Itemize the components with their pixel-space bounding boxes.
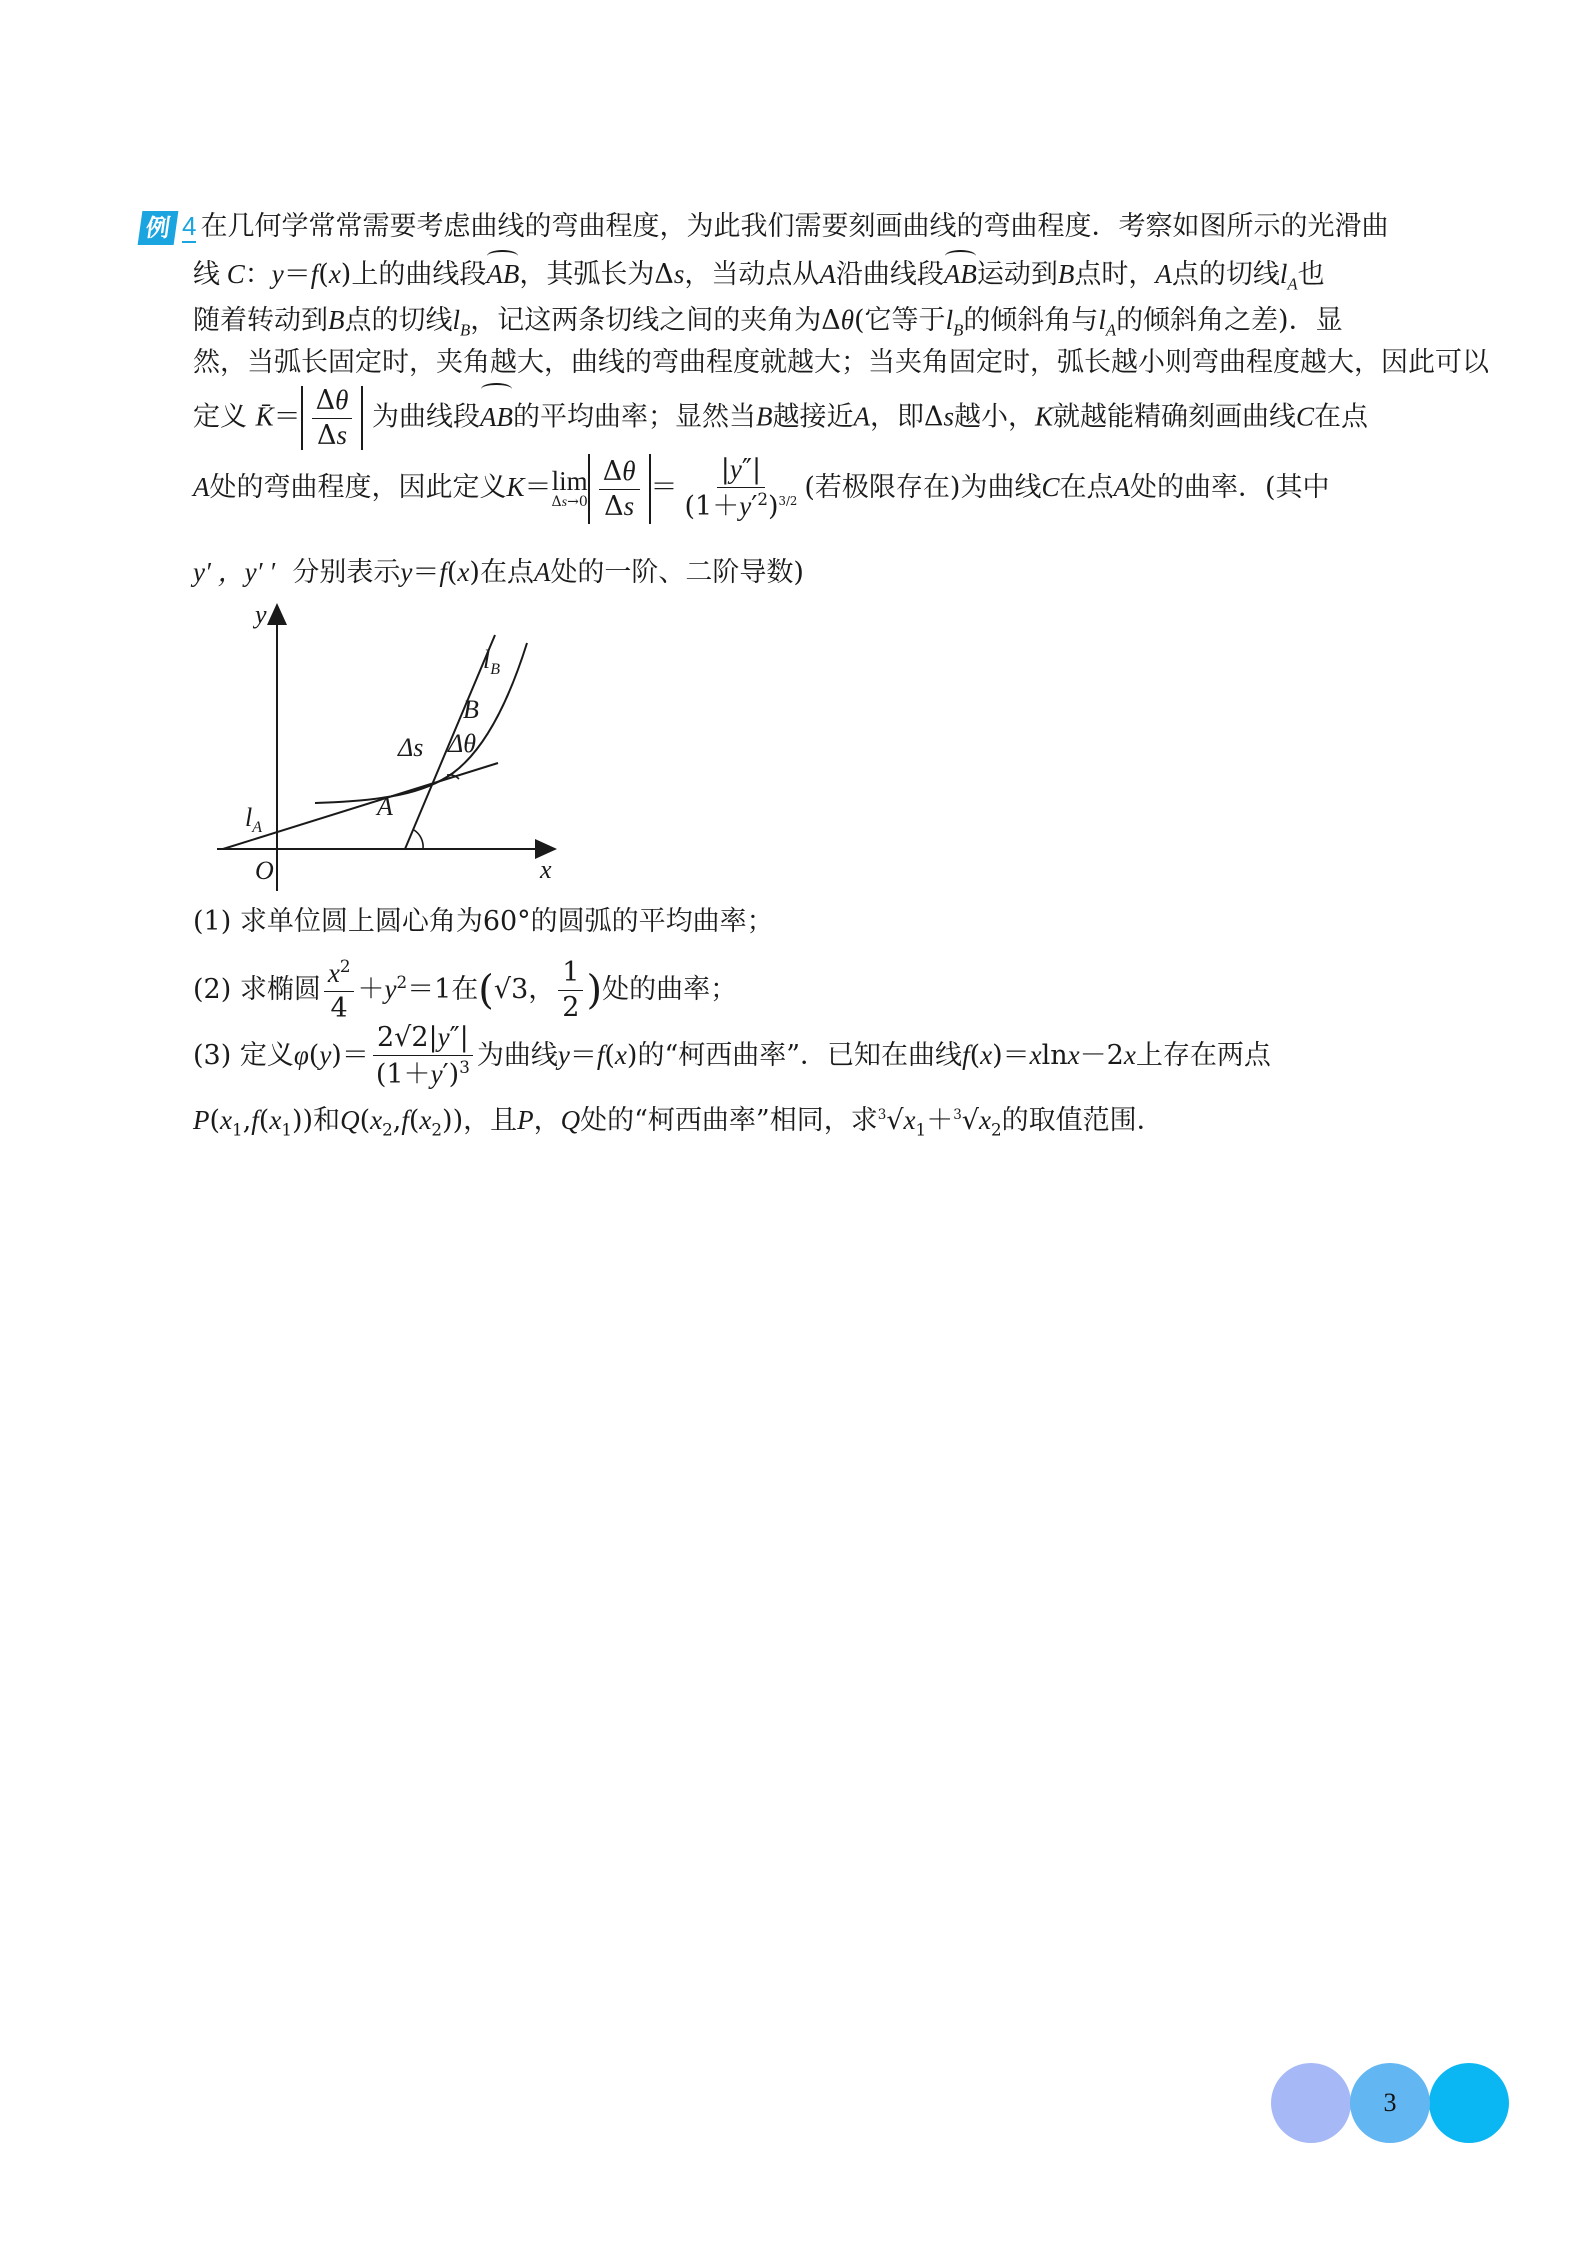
arc-ab: AB (944, 254, 977, 294)
text: 越接近 (772, 401, 854, 433)
cauchy-formula: $\frac{2√2|y''|}{(1+y')^3}$ (372, 1023, 474, 1089)
question-3-cont: $P(x_1,f(x_1))$和$Q(x_2,f(x_2))$，且P，Q处的“柯西曲率”相同，求$^3√x_1+^3√x_2$的取值范围． (193, 1105, 1164, 1140)
dot-right (1429, 2063, 1509, 2143)
text: 在几何学常常需要考虑曲线的弯曲程度，为此我们需要刻画曲线的弯曲程度．考察如图所示的光滑曲 (200, 211, 1389, 242)
text: 处的弯曲程度，因此定义 (209, 472, 507, 503)
example-line-2: 线 C：y＝f(x)上的曲线段AB，其弧长为Δs，当动点从A沿曲线段AB运动到B点时，A点的切线$l_A$也 (193, 254, 1325, 304)
text: y′ ，y′ ′ (193, 557, 276, 587)
text: 分别表示 (292, 557, 401, 588)
text: 就越能精确刻画曲线 (1053, 401, 1296, 433)
example-number: 4 (182, 211, 197, 241)
text: 在点 (1314, 401, 1369, 433)
arc-ab: AB (480, 387, 513, 447)
text: 处的一阶、二阶导数) (550, 557, 804, 588)
example-line-7: y′ ，y′ ′ 分别表示y＝f(x)在点A处的一阶、二阶导数) (193, 557, 804, 588)
text: (1) 求单位圆上圆心角为60°的圆弧的平均曲率； (193, 906, 774, 937)
text: 处的曲率； (602, 974, 738, 1005)
text: 也 (1297, 259, 1325, 290)
tangent-la (223, 763, 498, 849)
question-1 (193, 902, 774, 942)
curvature-formula: $\frac{|y''|}{(1+y'^2)^{3/2}}$ (684, 454, 798, 522)
label-b: B (463, 695, 479, 724)
text: 的“柯西曲率”．已知在曲线 (637, 1040, 963, 1071)
page-number: 3 (1383, 2088, 1397, 2117)
text: 定义 (193, 401, 247, 433)
text: 在点 (479, 557, 534, 588)
angle-arc-bottom (414, 830, 423, 849)
label-la: $l_A$ (245, 803, 263, 836)
text: ，即 (869, 401, 924, 433)
text: 在点 (1059, 472, 1114, 503)
label-delta-s: Δs (398, 733, 424, 762)
lim: lim Δs→0 (551, 465, 588, 510)
question-3: (3) 定义φ(y)＝ $\frac{2√2|y''|}{(1+y')^3}$ 为曲线y＝f(x)的“柯西曲率”．已知在曲线f(x)＝xlnx－2x上存在两点 (193, 1022, 1271, 1090)
text: 为曲线段 (371, 401, 480, 433)
label-o: O (255, 856, 274, 885)
page-number-decoration (1271, 2063, 1511, 2143)
label-y: y (255, 603, 267, 629)
text: 随着转动到 (193, 305, 328, 336)
label-x: x (540, 855, 552, 884)
text: 点时， (1074, 259, 1156, 290)
text: 的取值范围． (1001, 1105, 1164, 1136)
text: 的倾斜角之差)．显 (1116, 305, 1343, 336)
text: ，其弧长为 (519, 259, 655, 290)
dot-left (1271, 2063, 1351, 2143)
abs-frac: $\frac{\Delta\theta}{\Delta s}$ (588, 454, 651, 524)
label-delta-theta: Δθ (448, 729, 477, 758)
ellipse-frac: $\frac{x^2}{4}$ (324, 957, 355, 1023)
abs-frac: $\frac{\Delta\theta}{\Delta s}$ (301, 386, 364, 450)
text: 在 (451, 974, 479, 1005)
text: 点的切线 (344, 305, 453, 336)
half-frac: $\frac{1}{2}$ (558, 958, 583, 1022)
example-line-1 (140, 207, 1388, 247)
text: 和 (313, 1105, 341, 1136)
text: 上的曲线段 (351, 259, 487, 290)
text: ，且 (463, 1105, 518, 1136)
text: 点的切线 (1171, 259, 1280, 290)
text: ，记这两条切线之间的夹角为 (470, 305, 822, 336)
label-a: A (377, 792, 393, 821)
text: ，当动点从 (684, 259, 820, 290)
example-badge: 例 (138, 211, 179, 245)
text: 沿曲线段 (835, 259, 944, 290)
text: 处的“柯西曲率”相同，求 (580, 1105, 878, 1136)
text: 处的曲率．(其中 (1129, 472, 1330, 503)
example-line-6: A处的弯曲程度，因此定义K＝ lim Δs→0 $\frac{\Delta\theta}{\Delta s}$ ＝ $\frac{|y''|}{(1+y'^2)^{3/2}}$ (若极限存在)为曲线C在点A处的曲率．(其中 (193, 454, 1330, 522)
text: 为曲线 (476, 1040, 558, 1071)
curvature-figure (215, 603, 575, 893)
k-bar: K̄ (255, 401, 274, 432)
text: 的平均曲率；显然当 (512, 401, 756, 433)
text: 越小， (953, 401, 1035, 433)
text: 上存在两点 (1135, 1040, 1271, 1071)
text: 然，当弧长固定时，夹角越大，曲线的弯曲程度就越大；当夹角固定时，弧长越小则弯曲程度越大，因此可以 (193, 347, 1489, 378)
example-line-4 (193, 343, 1489, 383)
example-line-3: 随着转动到B点的切线$l_B$，记这两条切线之间的夹角为Δθ(它等于$l_B$的倾斜角与$l_A$的倾斜角之差)．显 (193, 305, 1343, 340)
arc-ab: AB (486, 254, 519, 294)
label-lb: $l_B$ (483, 645, 501, 678)
text: 线 (193, 259, 220, 290)
text: (若极限存在)为曲线 (804, 472, 1042, 503)
text: 运动到 (976, 259, 1058, 290)
example-line-5: 定义 K̄＝ $\frac{\Delta\theta}{\Delta s}$ 为曲线段AB的平均曲率；显然当B越接近A，即Δs越小，K就越能精确刻画曲线C在点 (193, 385, 1369, 451)
text: 的倾斜角与 (963, 305, 1099, 336)
text: (2) 求椭圆 (193, 974, 321, 1005)
question-2: (2) 求椭圆 $\frac{x^2}{4}$ $+y^2=1$在(√3， $\frac{1}{2}$ )处的曲率； (193, 956, 738, 1024)
text: (3) 定义 (193, 1040, 294, 1071)
text: (它等于 (854, 305, 946, 336)
